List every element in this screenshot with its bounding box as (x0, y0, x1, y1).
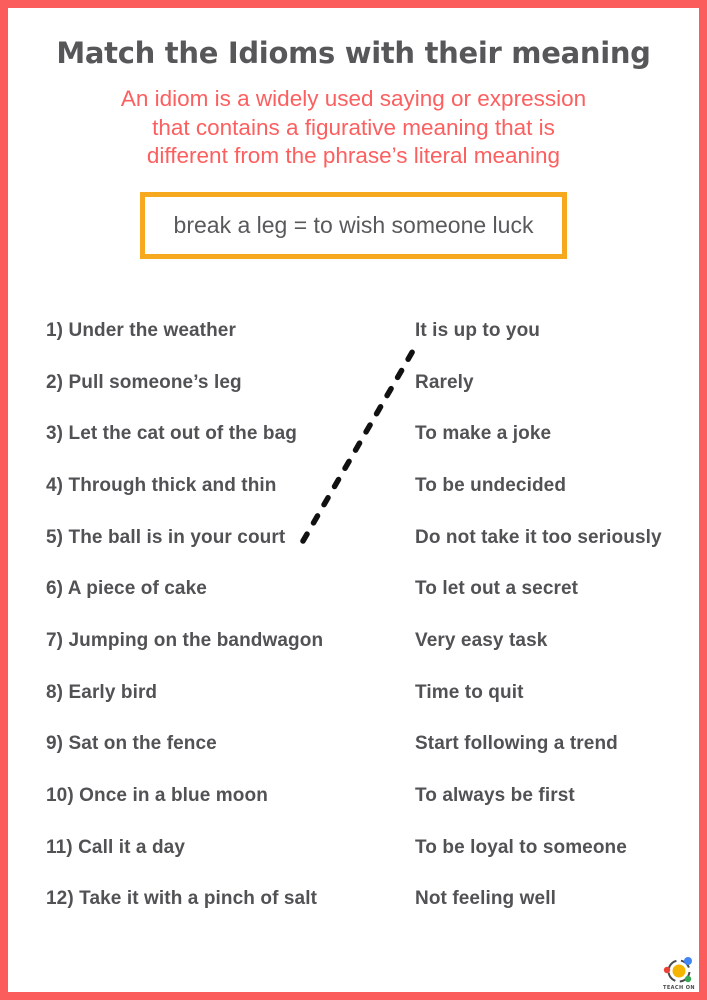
match-row (46, 874, 691, 926)
idiom-number: 1) (46, 319, 64, 341)
idiom-text: Under the weather (68, 319, 236, 341)
match-row (46, 770, 691, 822)
meaning-item: To let out a secret (415, 578, 579, 600)
meaning-item: Time to quit (415, 681, 524, 703)
idiom-text: Let the cat out of the bag (68, 423, 297, 445)
idiom-item (46, 527, 415, 549)
idiom-text: The ball is in your court (68, 526, 286, 548)
logo-blue-dot (684, 957, 692, 965)
page-title: Match the Idioms with their meaning (56, 36, 651, 70)
idiom-text: Early bird (68, 681, 158, 703)
idiom-number: 5) (46, 526, 64, 548)
idiom-number: 6) (46, 578, 64, 600)
idiom-number: 9) (46, 733, 64, 755)
idiom-text: Take it with a pinch of salt (79, 888, 318, 910)
idiom-item (46, 475, 415, 497)
idiom-text: Pull someone’s leg (68, 371, 242, 393)
match-row (46, 822, 691, 874)
meaning-item: To be undecided (415, 474, 567, 496)
logo-center-dot (673, 965, 686, 978)
meaning-item: It is up to you (415, 319, 540, 341)
match-row (46, 357, 691, 409)
match-row (46, 719, 691, 771)
idiom-number: 3) (46, 423, 64, 445)
meaning-item: To always be first (415, 785, 575, 807)
idiom-text: Once in a blue moon (79, 785, 268, 807)
definition-line-3: different from the phrase’s literal meaning (146, 143, 561, 168)
idiom-number: 2) (46, 371, 64, 393)
match-row (46, 305, 691, 357)
idiom-item (46, 837, 415, 859)
idiom-item (46, 423, 415, 445)
meaning-item: Not feeling well (415, 888, 556, 910)
idiom-number: 7) (46, 629, 64, 651)
meaning-item: Start following a trend (415, 733, 618, 755)
idiom-definition (8, 85, 699, 171)
logo-green-dot (685, 976, 691, 982)
idiom-item (46, 630, 415, 652)
meaning-item: Rarely (415, 371, 474, 393)
idiom-number: 12) (46, 888, 74, 910)
idiom-text: Through thick and thin (68, 474, 277, 496)
idiom-text: Jumping on the bandwagon (68, 629, 324, 651)
example-box (140, 192, 567, 259)
idiom-text: Call it a day (78, 836, 186, 858)
idiom-item (46, 682, 415, 704)
meaning-item: Do not take it too seriously (415, 526, 662, 548)
idiom-item (46, 372, 415, 394)
idiom-item (46, 320, 415, 342)
meaning-item: Very easy task (415, 629, 548, 651)
match-list (46, 305, 691, 925)
idiom-item (46, 733, 415, 755)
idiom-number: 4) (46, 474, 64, 496)
match-row (46, 460, 691, 512)
idiom-item (46, 785, 415, 807)
logo-red-dot (664, 967, 670, 973)
match-row (46, 512, 691, 564)
match-row (46, 615, 691, 667)
example-text: break a leg = to wish someone luck (173, 211, 534, 238)
definition-line-1: An idiom is a widely used saying or expression (120, 86, 587, 111)
match-row (46, 408, 691, 460)
idiom-number: 8) (46, 681, 64, 703)
idiom-text: A piece of cake (67, 578, 207, 600)
match-row (46, 667, 691, 719)
idiom-item (46, 578, 415, 600)
idiom-number: 11) (46, 836, 73, 858)
definition-line-2: that contains a figurative meaning that is (152, 114, 555, 140)
logo-brand-text: TEACH ON (663, 985, 695, 991)
idiom-number: 10) (46, 785, 74, 807)
meaning-item: To make a joke (415, 423, 552, 445)
teach-on-logo (654, 944, 700, 994)
meaning-item: To be loyal to someone (415, 836, 627, 858)
match-row (46, 563, 691, 615)
idiom-text: Sat on the fence (68, 733, 217, 755)
idiom-item (46, 888, 415, 910)
